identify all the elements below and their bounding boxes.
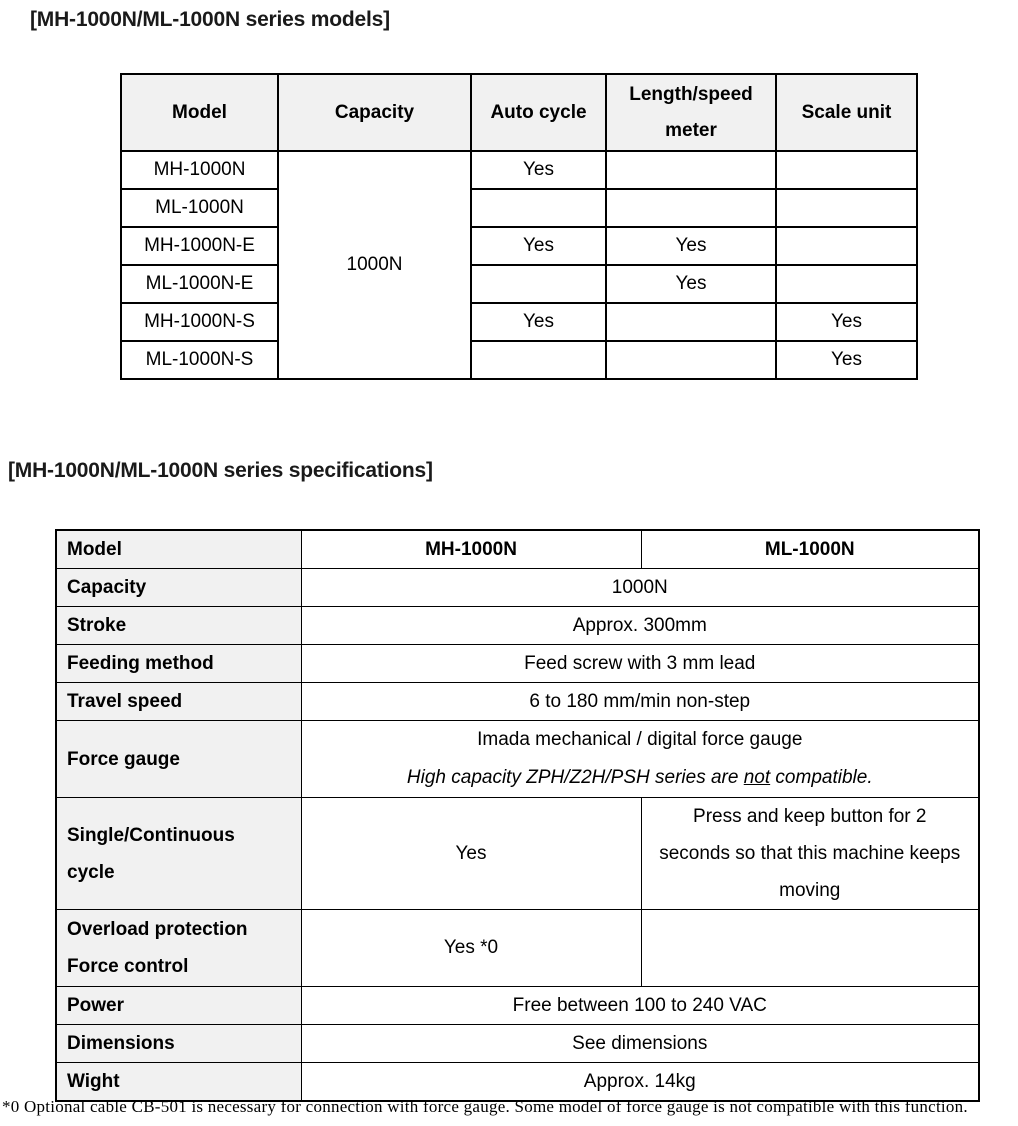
model-name-cell: ML-1000N (121, 189, 278, 227)
table-row (121, 189, 917, 227)
single-continuous-ml-text: Press and keep button for 2 seconds so that this machine keeps moving (659, 806, 961, 901)
auto-cycle-cell (471, 341, 606, 379)
specs-section-title: [MH-1000N/ML-1000N series specifications] (8, 459, 433, 482)
spec-model-ml: ML-1000N (641, 530, 979, 569)
spec-label-power: Power (56, 987, 301, 1025)
table-row (121, 265, 917, 303)
force-gauge-line2-pre: High capacity ZPH/Z2H/PSH series are (406, 767, 744, 788)
model-name-cell: ML-1000N-E (121, 265, 278, 303)
spec-row-capacity (56, 569, 979, 607)
spec-value-force-gauge (301, 721, 979, 798)
spec-overload-ml (641, 910, 979, 987)
models-header-model: Model (121, 74, 278, 151)
force-gauge-not-underlined: not (743, 767, 771, 788)
model-name-cell: MH-1000N-E (121, 227, 278, 265)
spec-row-travel-speed (56, 683, 979, 721)
spec-label-dimensions: Dimensions (56, 1025, 301, 1063)
scale-unit-cell (776, 189, 917, 227)
models-header-scale-unit: Scale unit (776, 74, 917, 151)
models-header-length-speed-meter: Length/speed meter (606, 74, 776, 151)
spec-row-model (56, 530, 979, 569)
spec-label-travel-speed: Travel speed (56, 683, 301, 721)
capacity-merged-cell: 1000N (278, 151, 471, 379)
spec-overload-mh: Yes *0 (301, 910, 641, 987)
table-row (121, 227, 917, 265)
auto-cycle-cell (471, 265, 606, 303)
spec-value-feeding-method: Feed screw with 3 mm lead (301, 645, 979, 683)
overload-label-line1: Overload protection (67, 919, 248, 940)
length-speed-cell (606, 151, 776, 189)
length-speed-cell (606, 189, 776, 227)
spec-row-feeding-method (56, 645, 979, 683)
spec-value-weight: Approx. 14kg (301, 1063, 979, 1102)
scale-unit-cell (776, 265, 917, 303)
specs-table (55, 529, 980, 1102)
table-row (121, 303, 917, 341)
spec-label-force-gauge: Force gauge (56, 721, 301, 798)
spec-label-feeding-method: Feeding method (56, 645, 301, 683)
spec-value-capacity: 1000N (301, 569, 979, 607)
scale-unit-cell (776, 151, 917, 189)
scale-unit-cell: Yes (776, 303, 917, 341)
spec-label-weight: Wight (56, 1063, 301, 1102)
length-speed-cell (606, 341, 776, 379)
spec-single-continuous-mh: Yes (301, 798, 641, 910)
table-row (121, 341, 917, 379)
table-row (121, 151, 917, 189)
model-name-cell: MH-1000N-S (121, 303, 278, 341)
spec-value-stroke: Approx. 300mm (301, 607, 979, 645)
models-header-auto-cycle: Auto cycle (471, 74, 606, 151)
force-gauge-line2-post: compatible. (770, 767, 873, 788)
spec-row-dimensions (56, 1025, 979, 1063)
auto-cycle-cell: Yes (471, 151, 606, 189)
models-header-capacity: Capacity (278, 74, 471, 151)
spec-label-capacity: Capacity (56, 569, 301, 607)
single-continuous-label-line1: Single/Continuous (67, 824, 235, 846)
models-table (120, 73, 918, 380)
spec-label-stroke: Stroke (56, 607, 301, 645)
spec-row-stroke (56, 607, 979, 645)
auto-cycle-cell: Yes (471, 227, 606, 265)
spec-single-continuous-ml (641, 798, 979, 910)
spec-row-power (56, 987, 979, 1025)
spec-value-dimensions: See dimensions (301, 1025, 979, 1063)
model-name-cell: ML-1000N-S (121, 341, 278, 379)
force-gauge-line2 (302, 759, 979, 797)
spec-label-single-continuous-cycle (56, 798, 301, 910)
spec-row-weight (56, 1063, 979, 1102)
overload-label-line2: Force control (67, 956, 189, 977)
model-name-cell: MH-1000N (121, 151, 278, 189)
models-table-header-row (121, 74, 917, 151)
spec-row-overload-protection (56, 910, 979, 987)
spec-label-overload-protection (56, 910, 301, 987)
length-speed-cell (606, 303, 776, 341)
scale-unit-cell (776, 227, 917, 265)
footnote: *0 Optional cable CB-501 is necessary for connection with force gauge. Some model of force gauge is not compatible with this function. (2, 1097, 968, 1116)
scale-unit-cell: Yes (776, 341, 917, 379)
force-gauge-line1: Imada mechanical / digital force gauge (477, 729, 803, 750)
single-continuous-label-line2: cycle (67, 861, 115, 883)
auto-cycle-cell (471, 189, 606, 227)
spec-model-mh: MH-1000N (301, 530, 641, 569)
spec-row-force-gauge (56, 721, 979, 798)
spec-value-power: Free between 100 to 240 VAC (301, 987, 979, 1025)
length-speed-cell: Yes (606, 265, 776, 303)
spec-row-single-continuous-cycle (56, 798, 979, 910)
models-section-title: [MH-1000N/ML-1000N series models] (30, 8, 390, 31)
spec-label-model: Model (56, 530, 301, 569)
auto-cycle-cell: Yes (471, 303, 606, 341)
spec-value-travel-speed: 6 to 180 mm/min non-step (301, 683, 979, 721)
length-speed-cell: Yes (606, 227, 776, 265)
